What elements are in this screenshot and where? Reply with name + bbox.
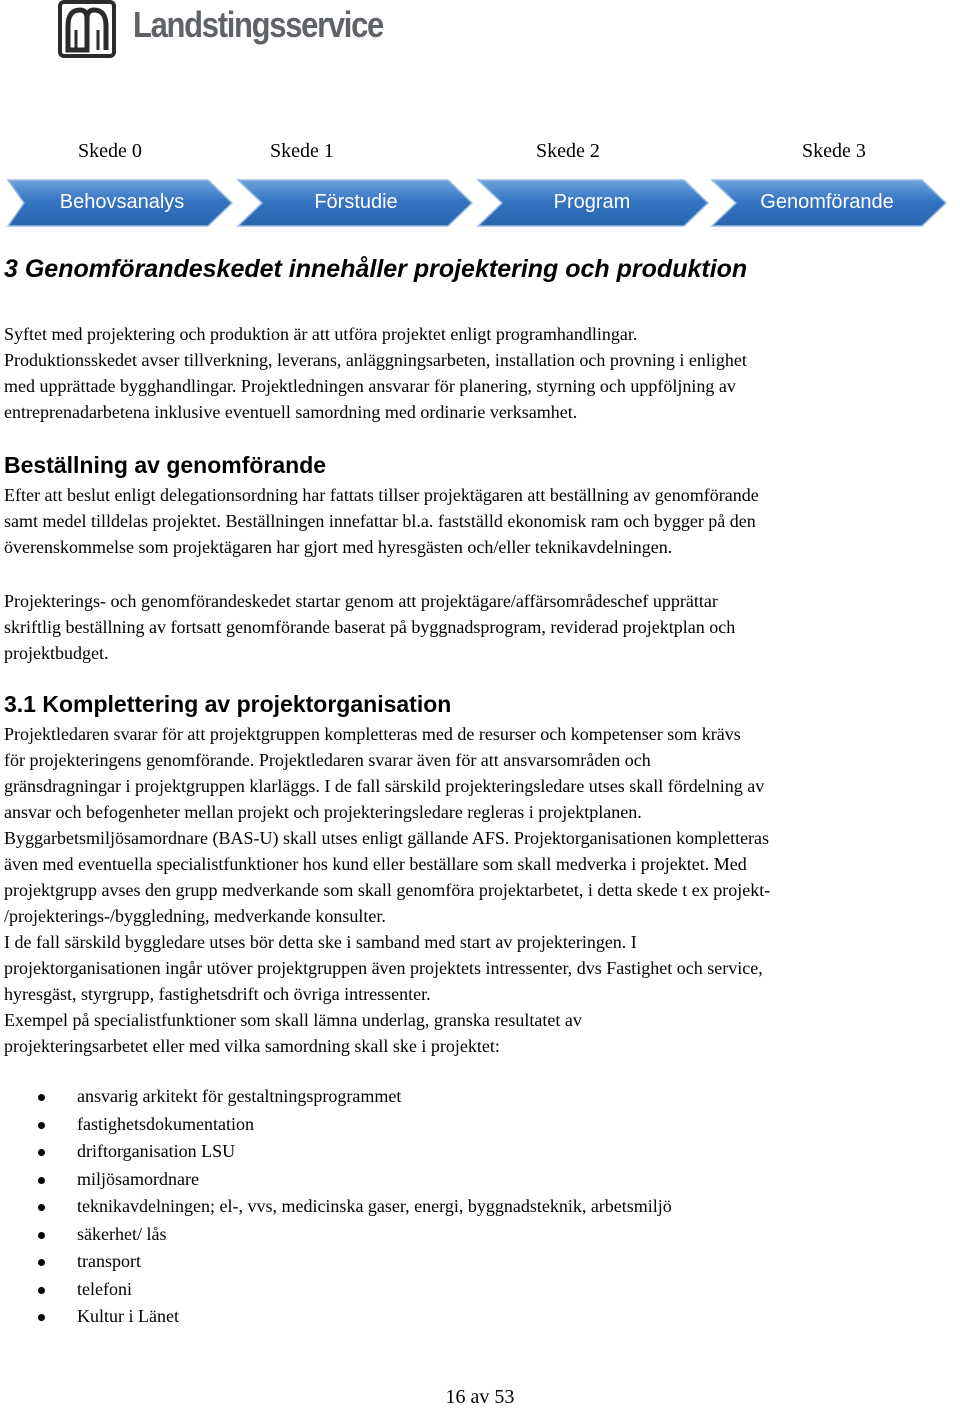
bullet-icon	[38, 1094, 45, 1101]
paragraph-line: projektorganisationen ingår utöver projektgruppen även projektets intressenter, dvs Fastighet och service,	[4, 958, 763, 978]
list-item-label: Kultur i Länet	[77, 1306, 179, 1326]
bullet-icon	[38, 1259, 45, 1266]
paragraph-line: projektbudget.	[4, 643, 109, 663]
intro-line: med upprättade bygghandlingar. Projektledningen ansvarar för planering, styrning och uppföljning av	[4, 376, 736, 396]
list-item-label: säkerhet/ lås	[77, 1223, 167, 1244]
list-item-label: miljösamordnare	[77, 1168, 199, 1189]
specialist-function-list	[0, 1083, 960, 1331]
list-item	[0, 1276, 960, 1304]
paragraph-line: för projekteringens genomförande. Projektledaren svarar även för att ansvarsområden och	[4, 750, 651, 770]
list-item	[0, 1221, 960, 1249]
intro-line: Syftet med projektering och produktion är att utföra projektet enligt programhandlingar.	[4, 324, 638, 344]
intro-line: entreprenadarbetena inklusive eventuell samordning med ordinarie verksamhet.	[4, 402, 578, 422]
paragraph-line: I de fall särskild byggledare utses bör detta ske i samband med start av projekteringen. I	[4, 932, 637, 952]
bullet-icon	[38, 1177, 45, 1184]
paragraph-line: ansvar och befogenheter mellan projekt och projekteringsledare regleras i projektplanen.	[4, 802, 642, 822]
paragraph-line: projektgrupp avses den grupp medverkande som skall genomföra projektarbetet, i detta skede t ex projekt-	[4, 880, 771, 900]
komplettering-heading: 3.1 Komplettering av projektorganisation	[4, 691, 452, 717]
list-item	[0, 1111, 960, 1139]
komplettering-paragraph	[4, 721, 959, 1059]
list-item	[0, 1083, 960, 1111]
paragraph-line: /projekterings-/byggledning, medverkande konsulter.	[4, 906, 386, 926]
paragraph-line: gränsdragningar i projektgruppen klarläggs. I de fall särskild projekteringsledare utses skall fördelning av	[4, 776, 765, 796]
paragraph-line: Byggarbetsmiljösamordnare (BAS-U) skall utses enligt gällande AFS. Projektorganisationen kompletteras	[4, 828, 770, 848]
stage-label-3: Skede 3	[802, 140, 866, 162]
bullet-icon	[38, 1287, 45, 1294]
bestallning-paragraph-2	[4, 588, 959, 666]
paragraph-line: även med eventuella specialistfunktioner hos kund eller beställare som skall medverka i projektet. Med	[4, 854, 747, 874]
paragraph-line: Projektledaren svarar för att projektgruppen kompletteras med de resurser och kompetenser som krävs	[4, 724, 741, 744]
phase-label-behovsanalys: Behovsanalys	[59, 191, 185, 213]
bullet-icon	[38, 1232, 45, 1239]
section-title: 3 Genomförandeskedet innehåller projektering och produktion	[4, 255, 748, 283]
logo-wordmark: Landstingsservice	[133, 4, 383, 45]
bullet-icon	[38, 1122, 45, 1129]
stage-label-1: Skede 1	[270, 140, 334, 162]
list-item-label: ansvarig arkitekt för gestaltningsprogrammet	[77, 1086, 402, 1106]
phase-label-genomforande: Genomförande	[760, 191, 894, 213]
list-item	[0, 1166, 960, 1194]
paragraph-line: Projekterings- och genomförandeskedet startar genom att projektägare/affärsområdeschef upprättar	[4, 591, 718, 611]
paragraph-line: hyresgäst, styrgrupp, fastighetsdrift och övriga intressenter.	[4, 984, 431, 1004]
list-item	[0, 1303, 960, 1331]
bullet-icon	[38, 1204, 45, 1211]
paragraph-line: Exempel på specialistfunktioner som skall lämna underlag, granska resultatet av	[4, 1010, 582, 1030]
list-item	[0, 1138, 960, 1166]
paragraph-line: Efter att beslut enligt delegationsordning har fattats tillser projektägaren att beställning av genomförande	[4, 485, 759, 505]
paragraph-line: överenskommelse som projektägaren har gjort med hyresgästen och/eller teknikavdelningen.	[4, 537, 673, 557]
intro-paragraph	[4, 321, 959, 425]
stage-label-2: Skede 2	[536, 140, 600, 162]
list-item-label: transport	[77, 1251, 141, 1271]
list-item	[0, 1193, 960, 1221]
page-number: 16 av 53	[445, 1386, 515, 1408]
list-item-label: driftorganisation LSU	[77, 1141, 236, 1161]
paragraph-line: samt medel tilldelas projektet. Beställningen innefattar bl.a. fastställd ekonomisk ram och bygger på den	[4, 511, 756, 531]
paragraph-line: skriftlig beställning av fortsatt genomförande baserat på byggnadsprogram, reviderad projektplan och	[4, 617, 736, 637]
phase-label-program: Program	[553, 191, 631, 213]
stage-label-0: Skede 0	[78, 140, 142, 162]
logo	[58, 0, 383, 62]
phase-label-forstudie: Förstudie	[314, 191, 398, 213]
list-item-label: teknikavdelningen; el-, vvs, medicinska gaser, energi, byggnadsteknik, arbetsmiljö	[77, 1196, 672, 1216]
bullet-icon	[38, 1149, 45, 1156]
bestallning-heading: Beställning av genomförande	[4, 452, 327, 478]
paragraph-line: projekteringsarbetet eller med vilka samordning skall ske i projektet:	[4, 1036, 500, 1056]
intro-line: Produktionsskedet avser tillverkning, leverans, anläggningsarbeten, installation och provning i enlighet	[4, 350, 747, 370]
bullet-icon	[38, 1314, 45, 1321]
list-item	[0, 1248, 960, 1276]
list-item-label: telefoni	[77, 1278, 132, 1299]
list-item-label: fastighetsdokumentation	[77, 1113, 254, 1134]
bestallning-paragraph-1	[4, 482, 959, 560]
landstingsservice-emblem-icon	[58, 0, 120, 60]
